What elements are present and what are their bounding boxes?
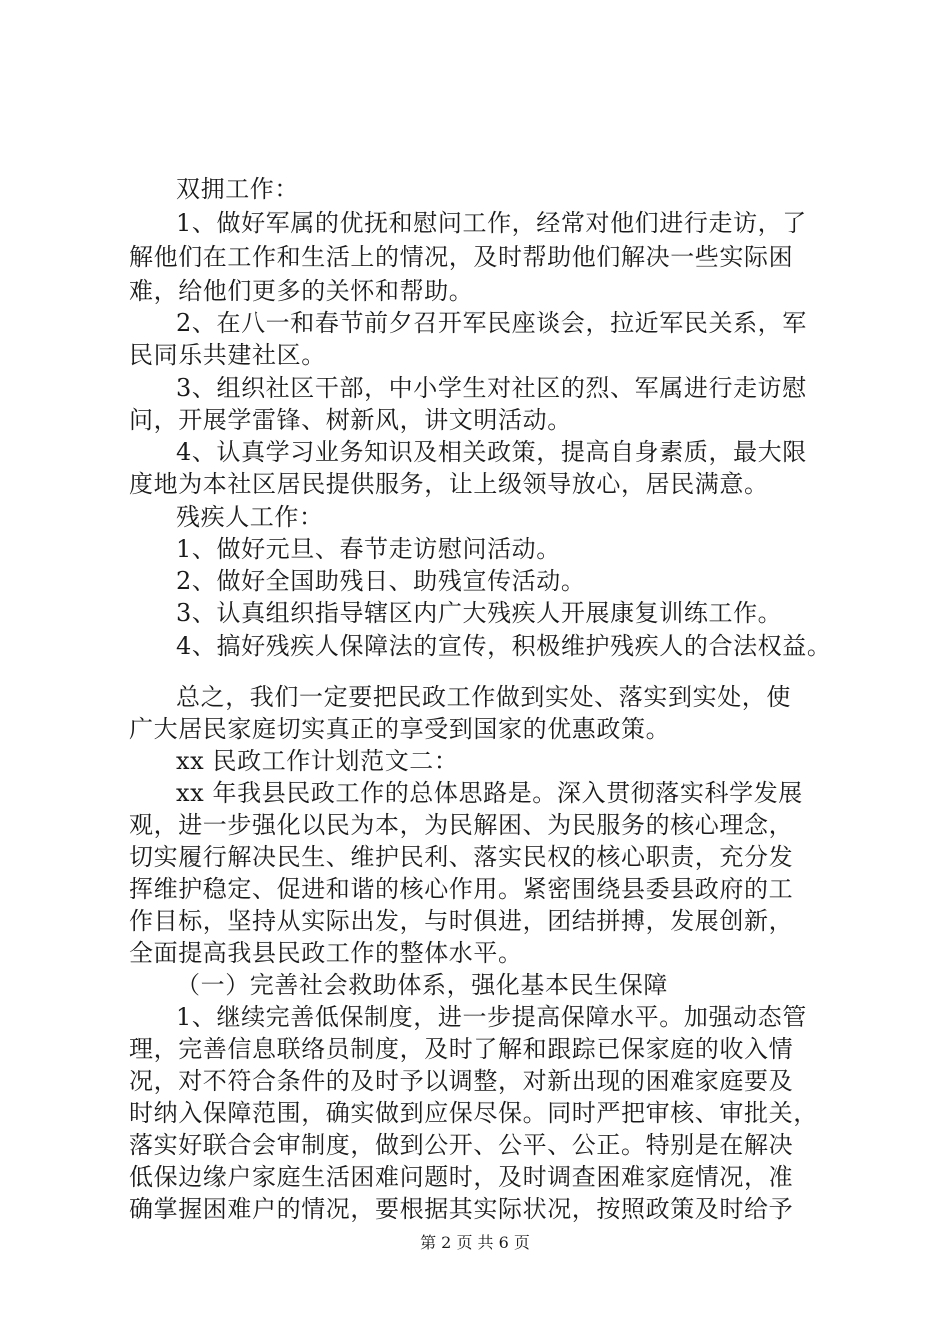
paragraph-line: 1、做好军属的优抚和慰问工作，经常对他们进行走访，了 (176, 209, 807, 237)
paragraph-line: 确掌握困难户的情况，要根据其实际状况，按照政策及时给予 (129, 1195, 794, 1223)
paragraph-line: 2、在八一和春节前夕召开军民座谈会，拉近军民关系，军 (176, 309, 807, 337)
paragraph-line: 双拥工作： (176, 175, 299, 203)
section-heading: （一）完善社会救助体系，强化基本民生保障 (176, 971, 668, 999)
paragraph-line: 理，完善信息联络员制度，及时了解和跟踪已保家庭的收入情 (129, 1035, 794, 1063)
paragraph-line: 3、组织社区干部，中小学生对社区的烈、军属进行走访慰 (176, 374, 807, 402)
paragraph-line: 民同乐共建社区。 (129, 341, 326, 369)
paragraph-line: 落实好联合会审制度，做到公开、公平、公正。特别是在解决 (129, 1131, 794, 1159)
section-heading: xx 民政工作计划范文二： (176, 747, 459, 775)
paragraph-line: 4、认真学习业务知识及相关政策，提高自身素质，最大限 (176, 438, 807, 466)
paragraph-line: 总之，我们一定要把民政工作做到实处、落实到实处，使 (176, 683, 791, 711)
paragraph-line: 观，进一步强化以民为本，为民解困、为民服务的核心理念， (129, 811, 794, 839)
paragraph-line: 广大居民家庭切实真正的享受到国家的优惠政策。 (129, 715, 671, 743)
paragraph-line: 解他们在工作和生活上的情况，及时帮助他们解决一些实际困 (129, 243, 794, 271)
paragraph-line: 1、做好元旦、春节走访慰问活动。 (176, 535, 561, 563)
paragraph-line: 挥维护稳定、促进和谐的核心作用。紧密围绕县委县政府的工 (129, 875, 794, 903)
paragraph-line: 1、继续完善低保制度，进一步提高保障水平。加强动态管 (176, 1003, 807, 1031)
page-number-footer: 第 2 页 共 6 页 (420, 1233, 530, 1252)
paragraph-line: 难，给他们更多的关怀和帮助。 (129, 277, 474, 305)
paragraph-line: 问，开展学雷锋、树新风，讲文明活动。 (129, 406, 572, 434)
paragraph-line: xx 年我县民政工作的总体思路是。深入贯彻落实科学发展 (176, 779, 803, 807)
paragraph-line: 度地为本社区居民提供服务，让上级领导放心，居民满意。 (129, 470, 769, 498)
paragraph-line: 时纳入保障范围，确实做到应保尽保。同时严把审核、审批关， (129, 1099, 818, 1127)
section-heading: 残疾人工作： (176, 503, 324, 531)
paragraph-line: 况，对不符合条件的及时予以调整，对新出现的困难家庭要及 (129, 1067, 794, 1095)
paragraph-line: 全面提高我县民政工作的整体水平。 (129, 939, 523, 967)
paragraph-line: 作目标，坚持从实际出发，与时俱进，团结拼搏，发展创新， (129, 907, 794, 935)
paragraph-line: 切实履行解决民生、维护民利、落实民权的核心职责，充分发 (129, 843, 794, 871)
paragraph-line: 4、搞好残疾人保障法的宣传，积极维护残疾人的合法权益。 (176, 632, 832, 660)
paragraph-line: 3、认真组织指导辖区内广大残疾人开展康复训练工作。 (176, 599, 783, 627)
paragraph-line: 低保边缘户家庭生活困难问题时，及时调查困难家庭情况，准 (129, 1163, 794, 1191)
paragraph-line: 2、做好全国助残日、助残宣传活动。 (176, 567, 586, 595)
